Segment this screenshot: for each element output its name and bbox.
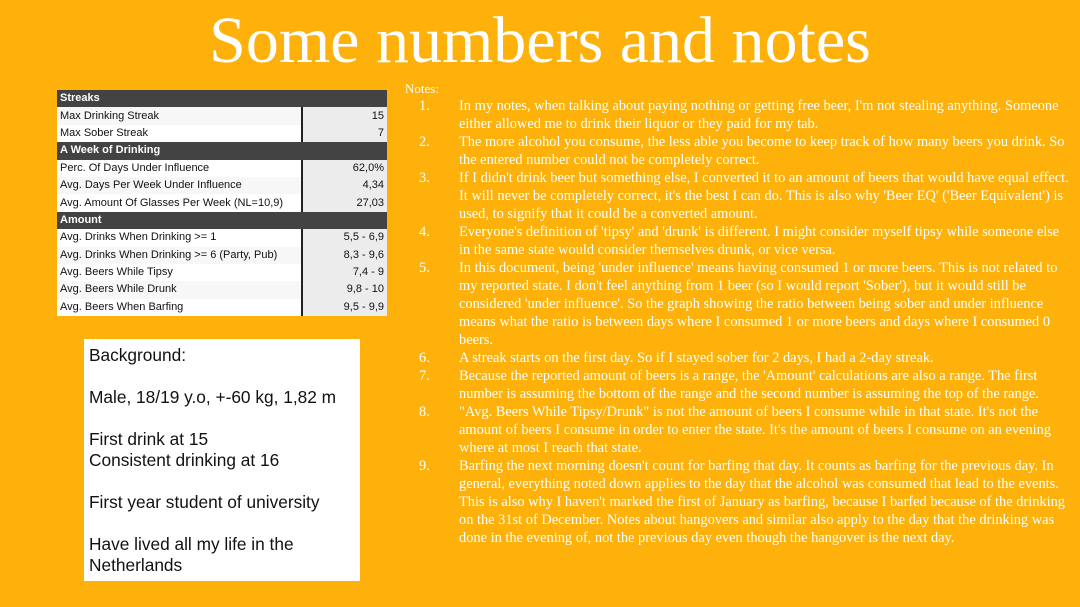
background-box	[84, 339, 360, 581]
stats-row	[57, 107, 387, 124]
stats-label: Avg. Days Per Week Under Influence	[57, 177, 302, 194]
stats-section-header	[57, 142, 387, 159]
note-item	[405, 97, 1073, 133]
note-number: 5.	[419, 260, 430, 276]
stats-row	[57, 177, 387, 194]
background-student: First year student of university	[89, 492, 320, 512]
stats-value: 4,34	[302, 177, 387, 194]
stats-label: Avg. Drinks When Drinking >= 1	[57, 229, 302, 246]
stats-label: Perc. Of Days Under Influence	[57, 160, 302, 177]
note-text: Barfing the next morning doesn't count for barfing that day. It counts as barfing for the previous day. In general, everything noted down applies to the day that the alcohol was consumed that lead to the events. This is also why I haven't marked the first of January as barfing, because I barfed because of the drinking on the 31st of December. Notes about hangovers and similar also apply to the day that the drinking was done in the evening of, not the previous day even though the hangover is the next day.	[459, 458, 1065, 546]
background-first-drink: First drink at 15	[89, 429, 209, 449]
stats-row	[57, 229, 387, 246]
note-text: The more alcohol you consume, the less able you become to keep track of how many beers you drink. So the entered number could not be completely correct.	[459, 134, 1065, 168]
notes-label: Notes:	[405, 81, 439, 96]
note-number: 1.	[419, 98, 430, 114]
note-item	[405, 403, 1073, 457]
note-text: If I didn't drink beer but something else, I converted it to an amount of beers that would have equal effect. It will never be completely correct, it's the best I can do. This is also why 'Beer EQ' ('Beer Equivalent') is used, to signify that it could be a converted amount.	[459, 170, 1069, 222]
note-number: 2.	[419, 134, 430, 150]
stats-row	[57, 125, 387, 142]
note-number: 3.	[419, 170, 430, 186]
stats-label: Avg. Beers While Tipsy	[57, 264, 302, 281]
stats-label: Avg. Amount Of Glasses Per Week (NL=10,9)	[57, 194, 302, 211]
background-profile: Male, 18/19 y.o, +-60 kg, 1,82 m	[89, 387, 337, 407]
stats-value: 5,5 - 6,9	[302, 229, 387, 246]
note-text: "Avg. Beers While Tipsy/Drunk" is not the amount of beers I consume while in that state. It's not the amount of beers I consume in order to enter the state. It's the amount of beers I consume on an evening where at most I reach that state.	[459, 404, 1052, 456]
note-item	[405, 259, 1073, 349]
note-item	[405, 169, 1073, 223]
note-item	[405, 457, 1073, 547]
stats-label: Max Sober Streak	[57, 125, 302, 142]
note-text: A streak starts on the first day. So if I stayed sober for 2 days, I had a 2-day streak.	[459, 350, 934, 366]
stats-label: Avg. Beers When Barfing	[57, 299, 302, 316]
note-text: Because the reported amount of beers is a range, the 'Amount' calculations are also a range. The first number is assuming the bottom of the range and the second number is assuming the top of the range.	[459, 368, 1039, 402]
stats-value	[302, 142, 387, 159]
stats-label: Avg. Drinks When Drinking >= 6 (Party, Pub)	[57, 247, 302, 264]
background-lived-line-1: Have lived all my life in the	[89, 534, 294, 554]
background-lived-line-2: Netherlands	[89, 555, 183, 575]
stats-row	[57, 264, 387, 281]
note-number: 9.	[419, 458, 430, 474]
stats-table	[57, 90, 387, 316]
stats-value	[302, 90, 387, 107]
stats-section-header	[57, 212, 387, 229]
stats-value: 8,3 - 9,6	[302, 247, 387, 264]
note-item	[405, 223, 1073, 259]
stats-value	[302, 212, 387, 229]
stats-label: Amount	[57, 212, 302, 229]
stats-section-header	[57, 90, 387, 107]
stats-label: Streaks	[57, 90, 302, 107]
note-number: 4.	[419, 224, 430, 240]
background-heading: Background:	[89, 345, 187, 365]
stats-value: 27,03	[302, 194, 387, 211]
note-item	[405, 367, 1073, 403]
stats-label: Avg. Beers While Drunk	[57, 281, 302, 298]
note-text: In this document, being 'under influence' means having consumed 1 or more beers. This is not related to my reported state. I don't feel anything from 1 beer (so I would report 'Sober'), but it would still be considered 'under influence'. So the graph showing the ratio between being sober and under influence means what the ratio is between days where I consumed 1 or more beers and days where I consumed 0 beers.	[459, 260, 1058, 348]
stats-value: 62,0%	[302, 160, 387, 177]
stats-value: 15	[302, 107, 387, 124]
note-item	[405, 349, 1073, 367]
stats-row	[57, 194, 387, 211]
note-item	[405, 133, 1073, 169]
stats-row	[57, 281, 387, 298]
note-number: 7.	[419, 368, 430, 384]
stats-row	[57, 160, 387, 177]
stats-label: Max Drinking Streak	[57, 107, 302, 124]
page-title: Some numbers and notes	[209, 4, 871, 77]
note-number: 6.	[419, 350, 430, 366]
stats-row	[57, 247, 387, 264]
stats-value: 9,8 - 10	[302, 281, 387, 298]
stats-value: 7	[302, 125, 387, 142]
note-text: In my notes, when talking about paying nothing or getting free beer, I'm not stealing anything. Someone either allowed me to drink their liquor or they paid for my tab.	[459, 98, 1059, 132]
stats-row	[57, 299, 387, 316]
stats-label: A Week of Drinking	[57, 142, 302, 159]
note-number: 8.	[419, 404, 430, 420]
background-consistent-drinking: Consistent drinking at 16	[89, 450, 280, 470]
notes-list	[405, 97, 1073, 547]
stats-value: 9,5 - 9,9	[302, 299, 387, 316]
note-text: Everyone's definition of 'tipsy' and 'drunk' is different. I might consider myself tipsy while someone else in the same state would consider themselves drunk, or vice versa.	[459, 224, 1060, 258]
stats-value: 7,4 - 9	[302, 264, 387, 281]
